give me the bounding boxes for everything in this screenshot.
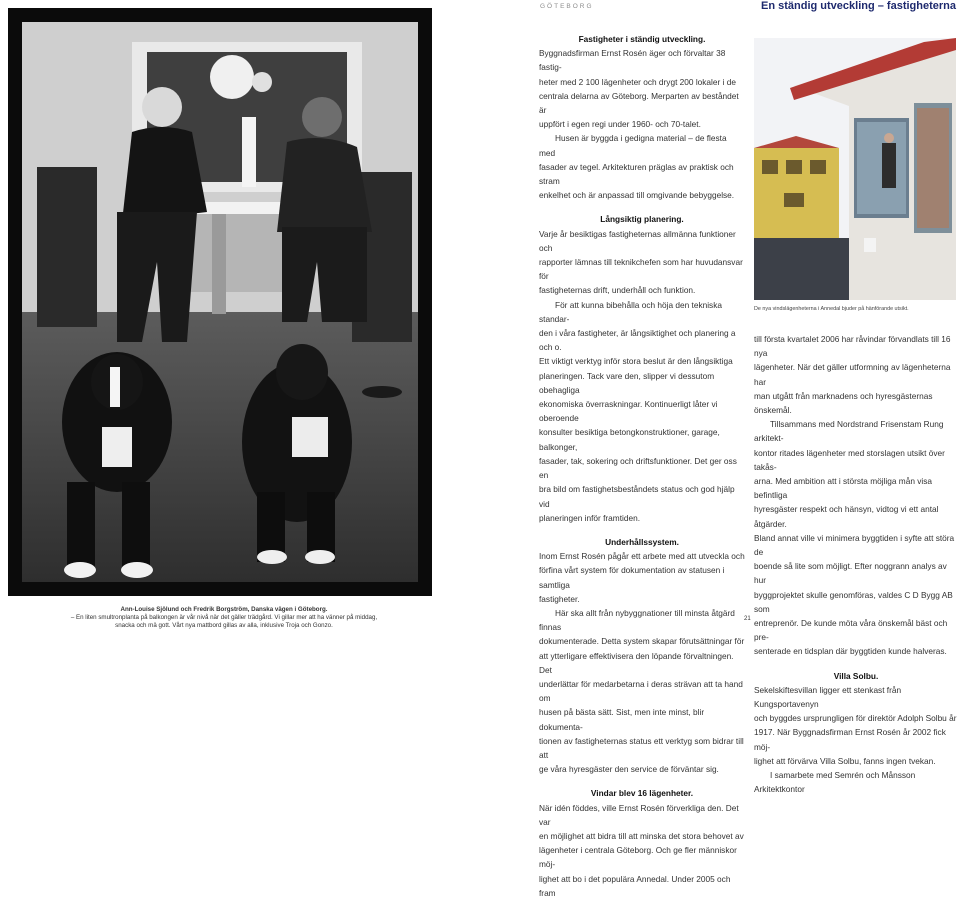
text-line: enkelhet och är anpassad till omgivande bebyggelse.: [539, 190, 735, 201]
caption-title: Ann-Louise Sjölund och Fredrik Borgström, Danska vägen i Göteborg.: [120, 606, 328, 613]
text-line: Husen är byggda i gedigna material – de flesta med: [539, 133, 727, 158]
text-line: husen på bästa sätt. Sist, men inte minst, blir dokumenta-: [539, 707, 705, 732]
building-illustration: [754, 38, 956, 300]
text-line: centrala delarna av Göteborg. Merparten av beståndet är: [539, 90, 739, 116]
heading-planering: Långsiktig planering.: [600, 214, 684, 225]
text-line: bra bild om fastighetsbeståndets status och god hjälp vid: [539, 484, 735, 509]
text-line: lighet att bo i det populära Annedal. Under 2005 och fram: [539, 873, 731, 898]
text-line: byggprojektet skulle genomföras, valdes C D Bygg AB som: [754, 589, 953, 614]
text-line: ge våra hyresgäster den service de förväntar sig.: [539, 764, 719, 775]
page-number: 21: [744, 616, 751, 622]
text-line: Sekelskiftesvillan ligger ett stenkast från Kungsportavenyn: [754, 684, 902, 710]
text-line: Varje år besiktigas fastigheternas allmänna funktioner och: [539, 228, 736, 253]
text-line: dokumenterade. Detta system skapar förutsättningar för: [539, 636, 745, 647]
text-line: underlättar för medarbetarna i deras strävan att ta hand om: [539, 678, 743, 704]
text-line: uppfört i egen regi under 1960- och 70-talet.: [539, 119, 701, 130]
text-line: I samarbete med Semrén och Månsson Arkitektkontor: [754, 770, 916, 795]
text-line: Ett viktigt verktyg inför stora beslut är den långsiktiga: [539, 356, 733, 367]
caption-line: – En liten smultronplanta på balkongen är vår nivå när det gäller trädgård. Vi gillar mer att ha vänner på middag,: [70, 614, 378, 621]
photo-caption: [64, 606, 384, 630]
heading-villa-solbu: Villa Solbu.: [833, 670, 879, 681]
photo-illustration: [22, 22, 418, 582]
text-line: förfina vårt system för dokumentation av statusen i samtliga: [539, 565, 725, 590]
text-line: att ytterligare effektivisera den löpande förvaltningen. Det: [539, 650, 734, 675]
text-line: senterade en tidsplan där byggtiden kunde halveras.: [754, 646, 947, 657]
text-line: den i våra fastigheter, är långsiktighet och planering a och o.: [539, 328, 736, 353]
text-line: Inom Ernst Rosén pågår ett arbete med att utveckla och: [539, 551, 745, 562]
text-line: och byggdes ursprungligen för direktör Adolph Solbu år: [754, 713, 957, 724]
portrait-photo: [8, 8, 432, 596]
text-line: planeringen inför framtiden.: [539, 512, 641, 523]
text-line: en möjlighet att bidra till att minska det stora behovet av: [539, 830, 744, 841]
text-line: rapporter lämnas till teknikchefen som har huvudansvar för: [539, 257, 743, 282]
text-column-1: [539, 32, 745, 900]
text-line: lägenheter. När det gäller utformning av lägenheterna har: [754, 362, 951, 387]
text-line: till första kvartalet 2006 har råvindar förvandlats till 16 nya: [754, 334, 951, 359]
text-line: entreprenör. De kunde möta våra önskemål bäst och pre-: [754, 618, 948, 643]
text-line: fastigheternas drift, underhåll och funktion.: [539, 285, 696, 296]
text-line: lägenheter i centrala Göteborg. Och ge fler människor möj-: [539, 845, 737, 870]
page-title: En ständig utveckling – fastigheterna: [761, 0, 956, 12]
heading-fastigheter: Fastigheter i ständig utveckling.: [578, 34, 706, 44]
text-line: 1917. När Byggnadsfirman Ernst Rosén år 2002 fick möj-: [754, 727, 946, 752]
image-caption: De nya vindslägenheterna i Annedal bjuder på hänförande utsikt.: [754, 306, 909, 312]
text-line: fasader av tegel. Arkitekturen präglas av praktisk och stram: [539, 161, 734, 187]
text-line: Bland annat ville vi minimera byggtiden i syfte att störa de: [754, 532, 955, 558]
text-line: man utgått från marknadens och hyresgästernas önskemål.: [754, 390, 933, 416]
text-line: Här ska allt från nybyggnationer till minsta åtgärd finnas: [539, 607, 735, 633]
text-line: fasader, tak, sokering och driftsfunktioner. Det ger oss en: [539, 455, 737, 481]
building-photo: [754, 38, 956, 300]
text-line: lighet att förvärva Villa Solbu, fanns ingen tvekan.: [754, 755, 936, 766]
text-line: fastigheter.: [539, 593, 580, 604]
text-column-2: [754, 332, 958, 797]
caption-line: snacka och mä gott. Vårt nya mattbord gillas av alla, inklusive Troja och Gonzo.: [115, 622, 333, 629]
heading-vindar: Vindar blev 16 lägenheter.: [590, 788, 694, 799]
text-line: tionen av fastigheternas status ett verktyg som bidrar till att: [539, 735, 744, 760]
text-line: För att kunna bibehålla och höja den tekniska standar-: [539, 299, 722, 324]
text-line: konsulter besiktiga betongkonstruktioner, garage, balkonger,: [539, 427, 720, 452]
text-line: planeringen. Tack vare den, slipper vi dessutom obehagliga: [539, 370, 715, 395]
heading-underhall: Underhållssystem.: [605, 536, 679, 547]
text-line: arna. Med ambition att i största möjliga mån visa befintliga: [754, 476, 932, 501]
text-line: När idén föddes, ville Ernst Rosén förverkliga den. Det var: [539, 802, 739, 827]
text-line: heter med 2 100 lägenheter och drygt 200 lokaler i de: [539, 76, 736, 87]
section-label: GÖTEBORG: [540, 3, 594, 10]
text-line: Byggnadsfirman Ernst Rosén äger och förvaltar 38 fastig-: [539, 48, 726, 73]
text-line: kontor ritades lägenheter med storslagen utsikt över takås-: [754, 447, 945, 472]
text-line: hyresgäster respekt och hänsyn, vidtog vi ett antal åtgärder.: [754, 504, 939, 529]
text-line: boende så lite som möjligt. Efter noggrann analys av hur: [754, 561, 947, 586]
text-line: ekonomiska överraskningar. Kontinuerligt låter vi oberoende: [539, 399, 718, 424]
text-line: Tillsammans med Nordstrand Frisenstam Rung arkitekt-: [754, 419, 944, 444]
